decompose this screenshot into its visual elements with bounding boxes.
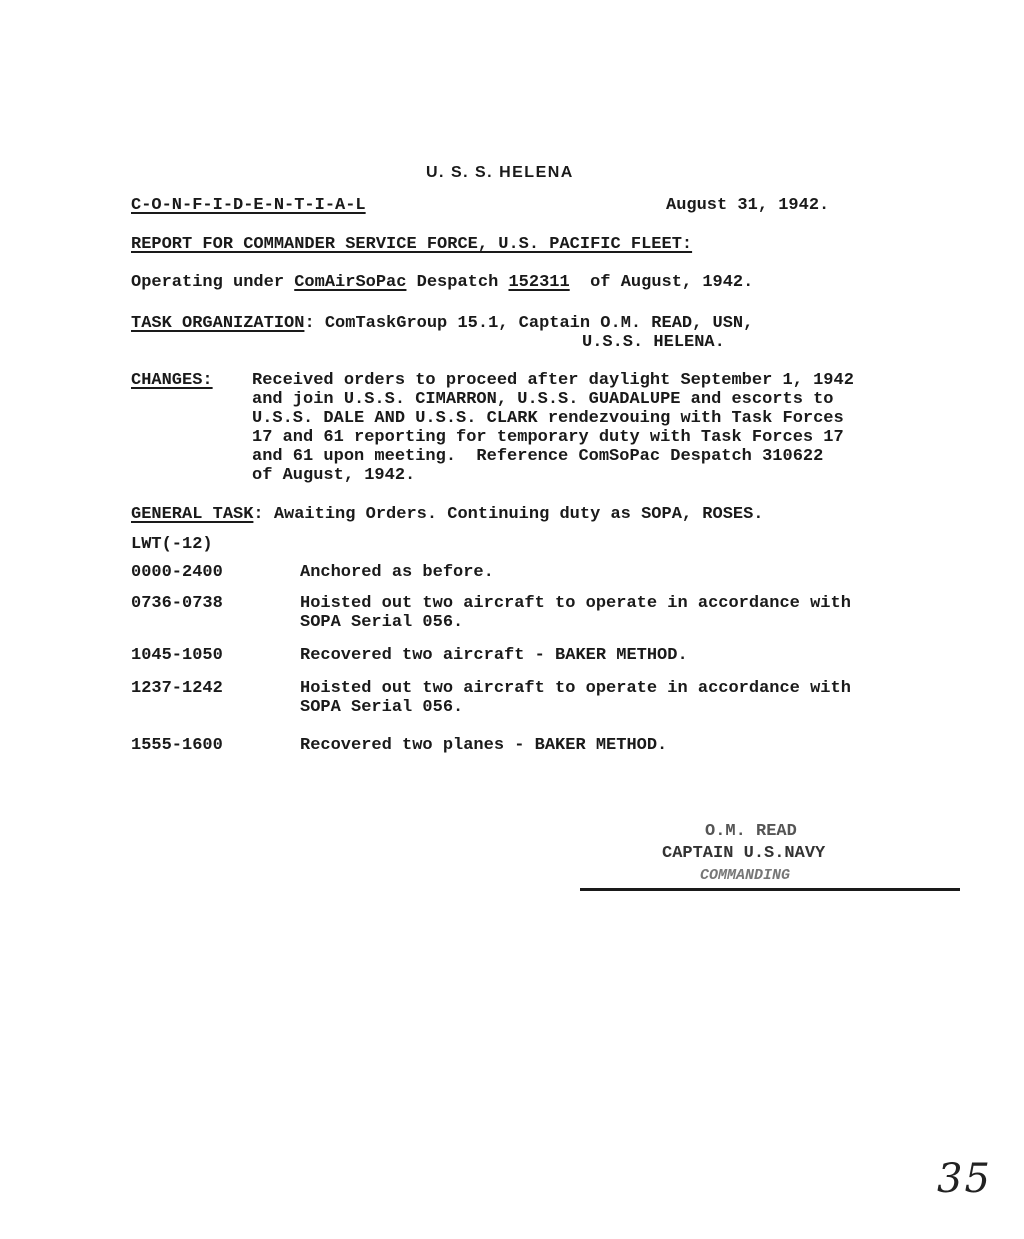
general-task-label: GENERAL TASK [131, 505, 254, 524]
signature-stamp [580, 818, 962, 894]
operating-suffix: of August, 1942. [590, 273, 754, 292]
log-entry-time: 1045-1050 [131, 646, 223, 665]
page-number: 35 [937, 1156, 992, 1202]
signature-rank: CAPTAIN U.S.NAVY [662, 844, 826, 863]
task-organization-line2: U.S.S. HELENA. [582, 333, 725, 352]
log-entry-time: 0000-2400 [131, 563, 223, 582]
changes-line: and 61 upon meeting. Reference ComSoPac Despatch 310622 [252, 447, 824, 466]
log-entry-time: 0736-0738 [131, 594, 223, 613]
time-zone-label: LWT(-12) [131, 535, 213, 554]
changes-line: U.S.S. DALE AND U.S.S. CLARK rendezvouing with Task Forces [252, 409, 844, 428]
task-organization-line1: ComTaskGroup 15.1, Captain O.M. READ, USN, [324, 314, 754, 333]
general-task-text: Awaiting Orders. Continuing duty as SOPA, ROSES. [273, 505, 764, 524]
changes-line: and join U.S.S. CIMARRON, U.S.S. GUADALUPE and escorts to [252, 390, 834, 409]
changes-line: Received orders to proceed after daylight September 1, 1942 [252, 371, 854, 390]
signature-title: COMMANDING [700, 867, 791, 884]
log-entry-text: Hoisted out two aircraft to operate in accordance with [300, 679, 851, 698]
log-entry-text: SOPA Serial 056. [300, 698, 464, 717]
log-entry-text: Recovered two planes - BAKER METHOD. [300, 736, 668, 755]
report-heading: REPORT FOR COMMANDER SERVICE FORCE, U.S. PACIFIC FLEET: [131, 235, 693, 254]
report-date: August 31, 1942. [666, 196, 830, 215]
operating-despatch: 152311 [508, 273, 570, 292]
changes-label: CHANGES: [131, 371, 213, 390]
operating-mid: Despatch [416, 273, 499, 292]
log-entry-text: Anchored as before. [300, 563, 494, 582]
signature-rule [580, 888, 960, 891]
log-entry-text: Hoisted out two aircraft to operate in accordance with [300, 594, 851, 613]
log-entry-text: Recovered two aircraft - BAKER METHOD. [300, 646, 688, 665]
task-organization-label: TASK ORGANIZATION [131, 314, 305, 333]
signature-name: O.M. READ [705, 822, 797, 841]
log-entry-time: 1555-1600 [131, 736, 223, 755]
log-entry-time: 1237-1242 [131, 679, 223, 698]
operating-authority: ComAirSoPac [294, 273, 407, 292]
operating-line [131, 273, 753, 292]
changes-line: 17 and 61 reporting for temporary duty with Task Forces 17 [252, 428, 844, 447]
general-task: GENERAL TASK: Awaiting Orders. Continuing duty as SOPA, ROSES. [131, 505, 764, 524]
task-organization: TASK ORGANIZATION: ComTaskGroup 15.1, Captain O.M. READ, USN, [131, 314, 754, 333]
log-entry-text: SOPA Serial 056. [300, 613, 464, 632]
changes-line: of August, 1942. [252, 466, 416, 485]
ship-title: U. S. S. HELENA [426, 164, 574, 181]
operating-prefix: Operating under [131, 273, 285, 292]
classification-marking: C-O-N-F-I-D-E-N-T-I-A-L [131, 196, 366, 215]
